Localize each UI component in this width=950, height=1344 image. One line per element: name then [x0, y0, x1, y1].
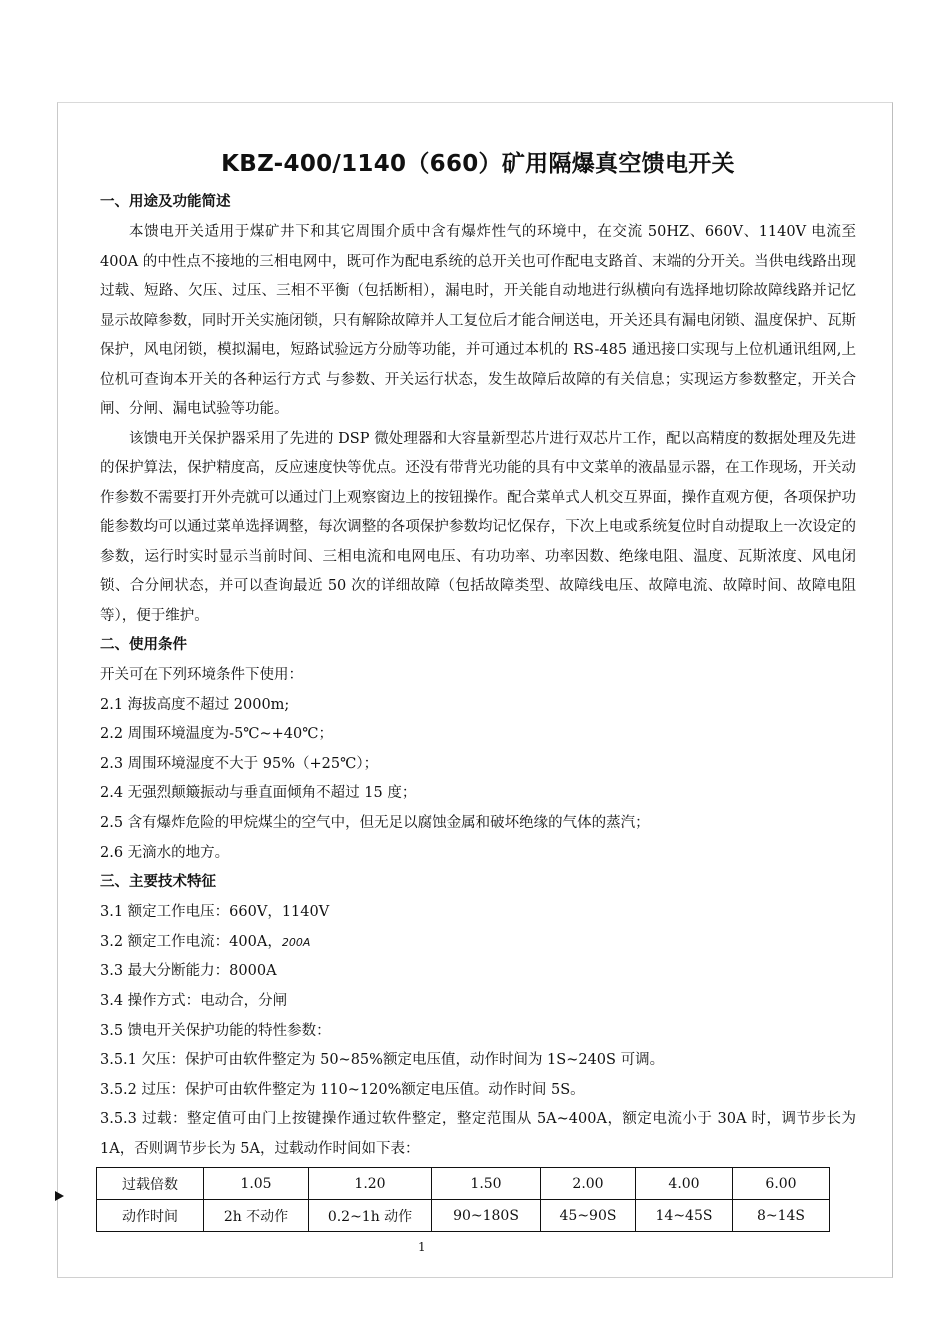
- condition-intro: 开关可在下列环境条件下使用：: [100, 667, 303, 683]
- table-cell: 0.2~1h 动作: [309, 1200, 432, 1232]
- table-cell: 动作时间: [97, 1200, 204, 1232]
- table-cell: 8~14S: [733, 1200, 830, 1232]
- condition-2-2: 2.2 周围环境温度为-5℃~+40℃；: [100, 726, 333, 743]
- table-cell: 14~45S: [636, 1200, 733, 1232]
- table-cell: 1.05: [204, 1168, 309, 1200]
- overload-time-table: [96, 1167, 830, 1232]
- spec-3-2: [100, 928, 856, 958]
- section-1-heading: 一、用途及功能简述: [100, 193, 231, 210]
- spec-3-5-1: 3.5.1 欠压：保护可由软件整定为 50~85%额定电压值，动作时间为 1S~240S 可调。: [100, 1052, 665, 1069]
- table-cell: 45~90S: [541, 1200, 636, 1232]
- table-cell: 4.00: [636, 1168, 733, 1200]
- spec-3-5-3: 3.5.3 过载：整定值可由门上按键操作通过软件整定，整定范围从 5A~400A，额定电流小于 30A 时，调节步长为 1A，否则调节步长为 5A，过载动作时间如下表：: [100, 1111, 856, 1157]
- spec-3-5-2: 3.5.2 过压：保护可由软件整定为 110~120%额定电压值。动作时间 5S。: [100, 1081, 585, 1098]
- table-cell: 1.50: [432, 1168, 541, 1200]
- spec-3-5: 3.5 馈电开关保护功能的特性参数：: [100, 1022, 331, 1039]
- condition-2-6: 2.6 无滴水的地方。: [100, 844, 230, 861]
- margin-arrow-mark: [55, 1191, 64, 1201]
- condition-2-5: 2.5 含有爆炸危险的甲烷煤尘的空气中，但无足以腐蚀金属和破坏绝缘的气体的蒸汽；: [100, 814, 650, 831]
- spec-3-1: 3.1 额定工作电压：660V，1140V: [100, 904, 330, 921]
- spec-3-2-text: 3.2 额定工作电流：400A，: [100, 933, 282, 950]
- table-row: [97, 1168, 830, 1200]
- table-cell: 90~180S: [432, 1200, 541, 1232]
- section-2-heading: 二、使用条件: [100, 636, 187, 653]
- spec-3-3: 3.3 最大分断能力：8000A: [100, 963, 277, 980]
- section-1-paragraph-2: 该馈电开关保护器采用了先进的 DSP 微处理器和大容量新型芯片进行双芯片工作，配以高精度的数据处理及先进的保护算法，保护精度高，反应速度快等优点。还没有带背光功能的具有中文菜单的液晶显示器，在工作现场，开关动作参数不需要打开外壳就可以通过门上观察窗边上的按钮操作。配合菜单式人机交互界面，操作直观方便，各项保护功能参数均可以通过菜单选择调整，每次调整的各项保护参数均记忆保存，下次上电或系统复位时自动提取上一次设定的参数，运行时实时显示当前时间、三相电流和电网电压、有功功率、功率因数、绝缘电阻、温度、瓦斯浓度、风电闭锁、合分闸状态，并可以查询最近 50 次的详细故障（包括故障类型、故障线电压、故障电流、故障时间、故障电阻等），便于维护。: [100, 430, 856, 624]
- condition-2-1: 2.1 海拔高度不超过 2000m;: [100, 696, 290, 713]
- document-title: KBZ-400/1140（660）矿用隔爆真空馈电开关: [221, 151, 735, 177]
- table-row: [97, 1200, 830, 1232]
- table-cell: 2.00: [541, 1168, 636, 1200]
- table-cell: 过载倍数: [97, 1168, 204, 1200]
- page-number: 1: [418, 1240, 426, 1254]
- table-cell: 6.00: [733, 1168, 830, 1200]
- document-page: [100, 145, 856, 1232]
- spec-3-4: 3.4 操作方式：电动合，分闸: [100, 992, 288, 1009]
- condition-2-3: 2.3 周围环境湿度不大于 95%（+25℃）；: [100, 755, 379, 772]
- handwritten-note: 200A: [281, 935, 311, 949]
- table-cell: 2h 不动作: [204, 1200, 309, 1232]
- section-1-paragraph-1: 本馈电开关适用于煤矿井下和其它周围介质中含有爆炸性气的环境中，在交流 50HZ、660V、1140V 电流至 400A 的中性点不接地的三相电网中，既可作为配电系统的总开关也可作配电支路首、末端的分开关。当供电线路出现过载、短路、欠压、过压、三相不平衡（包括断相），漏电时，开关能自动地进行纵横向有选择地切除故障线路并记忆显示故障参数，同时开关实施闭锁，只有解除故障并人工复位后才能合闸送电，开关还具有漏电闭锁、温度保护、瓦斯保护，风电闭锁，模拟漏电，短路试验远方分励等功能，并可通过本机的 RS-485 通迅接口实现与上位机通讯组网,上位机可查询本开关的各种运行方式 与参数、开关运行状态，发生故障后故障的有关信息；实现运方参数整定，开关合闸、分闸、漏电试验等功能。: [100, 224, 856, 417]
- condition-2-4: 2.4 无强烈颠簸振动与垂直面倾角不超过 15 度；: [100, 785, 417, 802]
- section-3-heading: 三、主要技术特征: [100, 873, 216, 891]
- table-cell: 1.20: [309, 1168, 432, 1200]
